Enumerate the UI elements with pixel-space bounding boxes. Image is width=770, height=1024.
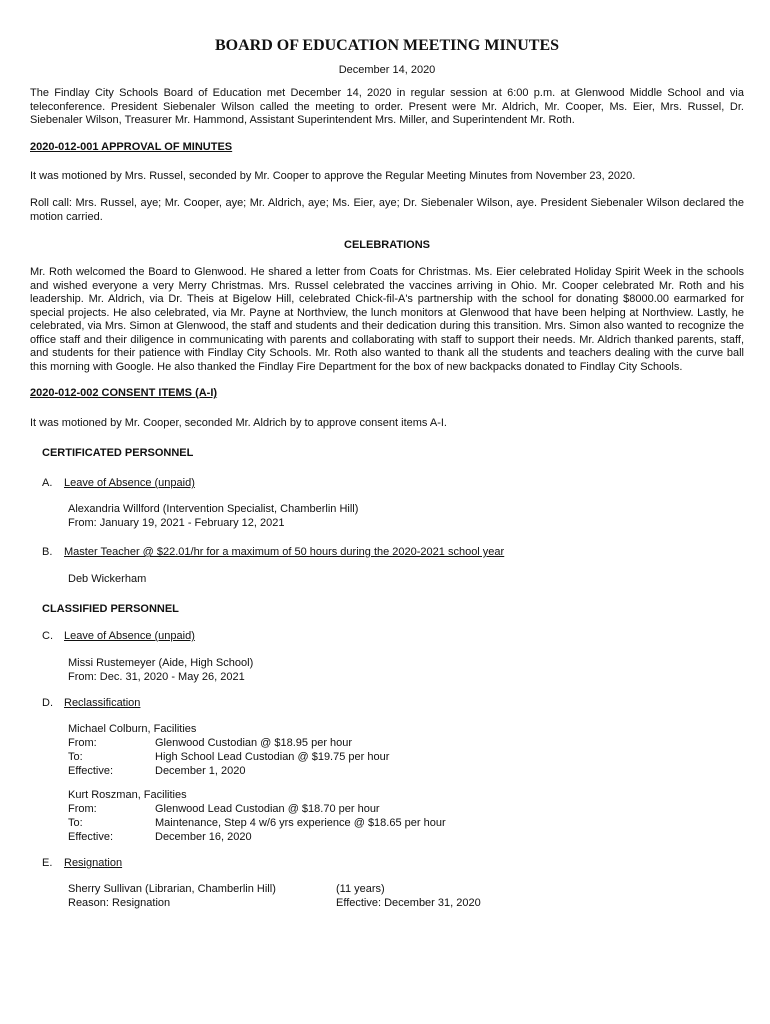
d2-name: Kurt Roszman, Facilities xyxy=(68,789,187,801)
e-effective: Effective: December 31, 2020 xyxy=(336,897,481,909)
item-d-title: Reclassification xyxy=(64,697,141,709)
d2-eff-label: Effective: xyxy=(68,831,114,843)
celebrations-heading: CELEBRATIONS xyxy=(344,239,430,251)
approval-motion: It was motioned by Mrs. Russel, seconded by Mr. Cooper to approve the Regular Meeting Minutes from November 23, 2020. xyxy=(30,170,636,182)
d2-from-label: From: xyxy=(68,803,97,815)
item-a-title: Leave of Absence (unpaid) xyxy=(64,477,195,489)
certificated-heading: CERTIFICATED PERSONNEL xyxy=(42,447,194,459)
item-b-title: Master Teacher @ $22.01/hr for a maximum of 50 hours during the 2020-2021 school year xyxy=(64,546,505,558)
d1-eff-label: Effective: xyxy=(68,765,114,777)
item-d-letter: D. xyxy=(42,697,53,709)
item-a-line1: Alexandria Willford (Intervention Specialist, Chamberlin Hill) xyxy=(68,503,359,515)
d2-to: Maintenance, Step 4 w/6 yrs experience @ $18.65 per hour xyxy=(155,817,446,829)
d1-to: High School Lead Custodian @ $19.75 per hour xyxy=(155,751,390,763)
item-c-title: Leave of Absence (unpaid) xyxy=(64,630,195,642)
e-years: (11 years) xyxy=(336,883,385,895)
d1-name: Michael Colburn, Facilities xyxy=(68,723,197,735)
item-a-letter: A. xyxy=(42,477,53,489)
d1-from-label: From: xyxy=(68,737,97,749)
celebrations-paragraph: Mr. Roth welcomed the Board to Glenwood. He shared a letter from Coats for Christmas. Ms. Eier celebrated Holiday Spirit Week in the schools and wished everyone a very Merry Christmas. Mrs. Russel celebrated the vaccines arriving in Ohio. Mr. Cooper celebrated Mr. Roth and his leadership. Mr. Aldrich, via Dr. Theis at Bigelow Hill, celebrated Chick-fil-A's partnership with the school for donating $8000.00 earmarked for special projects. He also celebrated, via Mr. Payne at Northview, the lunch monitors at Glenwood that have been helping at Northview. Lastly, he celebrated, via Mrs. Simon at Glenwood, the staff and students and their dedication during this transition. Mrs. Simon also wanted to recognize the office staff and their diligence in communicating with parents and collaborating with staff to support their needs. Mr. Aldrich thanked parents, staff, and students for their patience with Findlay City Schools. Mr. Roth also wanted to thank all the students and teachers dealing with the curve ball this morning with Google. He also thanked the Findlay Fire Department for the box of new backpacks donated to Findlay City Schools. xyxy=(30,266,744,373)
intro-paragraph: The Findlay City Schools Board of Education met December 14, 2020 in regular session at 6:00 p.m. at Glenwood Middle School and via teleconference. President Siebenaler Wilson called the meeting to order. Present were Mr. Aldrich, Mr. Cooper, Ms. Eier, Mrs. Russel, Dr. Siebenaler Wilson, Treasurer Mr. Hammond, Assistant Superintendent Mrs. Miller, and Superintendent Mr. Roth. xyxy=(30,87,744,126)
d1-eff: December 1, 2020 xyxy=(155,765,246,777)
classified-heading: CLASSIFIED PERSONNEL xyxy=(42,603,179,615)
item-e-letter: E. xyxy=(42,857,53,869)
item-e-title: Resignation xyxy=(64,857,123,869)
d2-eff: December 16, 2020 xyxy=(155,831,252,843)
consent-motion: It was motioned by Mr. Cooper, seconded Mr. Aldrich by to approve consent items A-I. xyxy=(30,417,447,429)
d1-from: Glenwood Custodian @ $18.95 per hour xyxy=(155,737,353,749)
item-c-line1: Missi Rustemeyer (Aide, High School) xyxy=(68,657,254,669)
consent-heading: 2020-012-002 CONSENT ITEMS (A-I) xyxy=(30,387,218,399)
d2-from: Glenwood Lead Custodian @ $18.70 per hour xyxy=(155,803,380,815)
e-reason: Reason: Resignation xyxy=(68,897,171,909)
approval-rollcall: Roll call: Mrs. Russel, aye; Mr. Cooper, aye; Mr. Aldrich, aye; Ms. Eier, aye; Dr. Siebenaler Wilson, aye. President Siebenaler Wilson declared the motion carried. xyxy=(30,197,744,223)
item-a-line2: From: January 19, 2021 - February 12, 2021 xyxy=(68,517,285,529)
item-b-line1: Deb Wickerham xyxy=(68,573,147,585)
document-title: BOARD OF EDUCATION MEETING MINUTES xyxy=(214,37,560,54)
meeting-date: December 14, 2020 xyxy=(338,64,436,76)
item-b-letter: B. xyxy=(42,546,53,558)
d1-to-label: To: xyxy=(68,751,83,763)
approval-heading: 2020-012-001 APPROVAL OF MINUTES xyxy=(30,141,233,153)
item-c-letter: C. xyxy=(42,630,53,642)
e-name: Sherry Sullivan (Librarian, Chamberlin Hill) xyxy=(68,883,276,895)
item-c-line2: From: Dec. 31, 2020 - May 26, 2021 xyxy=(68,671,245,683)
d2-to-label: To: xyxy=(68,817,83,829)
